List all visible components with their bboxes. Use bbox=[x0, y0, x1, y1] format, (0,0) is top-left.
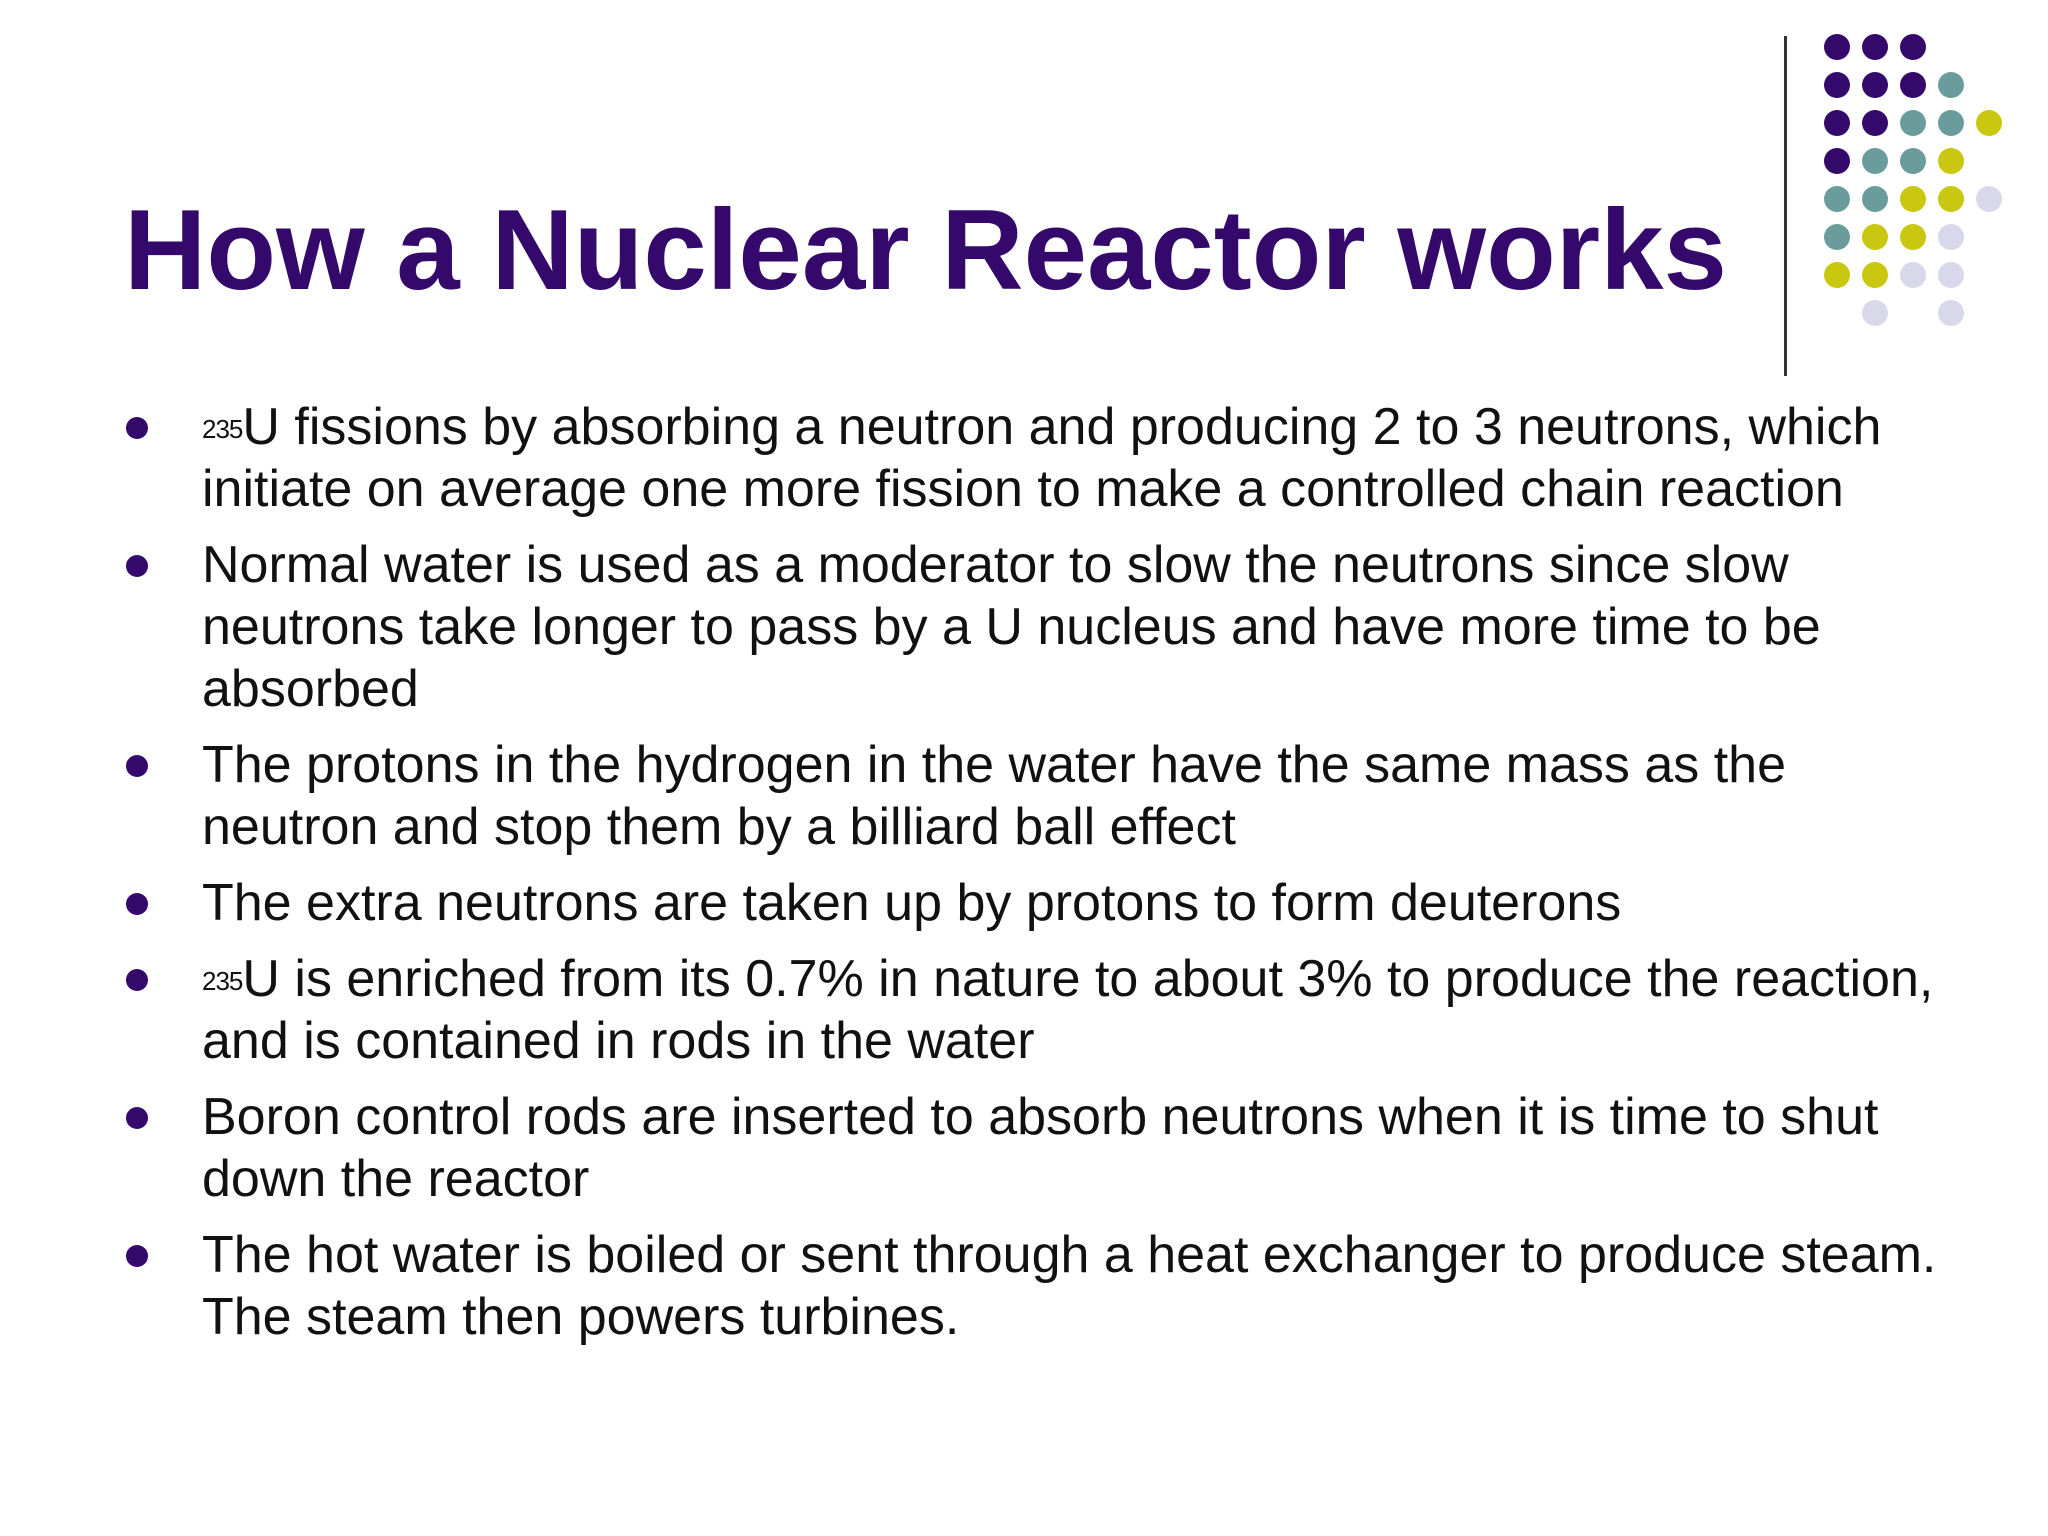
decor-dot bbox=[1824, 262, 1850, 288]
decor-dot bbox=[1824, 34, 1850, 60]
bullet-item bbox=[120, 734, 1940, 858]
decor-dot bbox=[1824, 110, 1850, 136]
bullet-item bbox=[120, 872, 1940, 934]
decor-dot bbox=[1862, 34, 1888, 60]
decor-dot bbox=[1938, 186, 1964, 212]
decor-dot bbox=[1938, 72, 1964, 98]
bullet-item bbox=[120, 948, 1940, 1072]
bullet-dot-icon bbox=[126, 755, 148, 777]
decor-dot bbox=[1900, 34, 1926, 60]
bullet-text: The hot water is boiled or sent through a heat exchanger to produce steam. The steam then powers turbines. bbox=[202, 1226, 1937, 1346]
bullet-dot-icon bbox=[126, 1107, 148, 1129]
decor-dot bbox=[1938, 110, 1964, 136]
bullet-text: Boron control rods are inserted to absorb neutrons when it is time to shut down the reactor bbox=[202, 1088, 1879, 1208]
decorative-dot-grid bbox=[0, 0, 2048, 400]
decor-dot bbox=[1976, 186, 2002, 212]
bullet-list bbox=[120, 396, 1940, 1362]
decor-dot bbox=[1824, 224, 1850, 250]
decor-dot bbox=[1900, 262, 1926, 288]
decor-dot bbox=[1824, 186, 1850, 212]
decor-dot bbox=[1900, 224, 1926, 250]
decor-dot bbox=[1862, 224, 1888, 250]
decor-dot bbox=[1862, 148, 1888, 174]
decor-dot bbox=[1900, 148, 1926, 174]
isotope-superscript: 235 bbox=[202, 966, 243, 996]
bullet-dot-icon bbox=[126, 555, 148, 577]
decor-dot bbox=[1824, 148, 1850, 174]
bullet-text: The extra neutrons are taken up by protons to form deuterons bbox=[202, 874, 1622, 932]
decor-dot bbox=[1824, 72, 1850, 98]
bullet-dot-icon bbox=[126, 1245, 148, 1267]
bullet-text: U is enriched from its 0.7% in nature to about 3% to produce the reaction, and is contained in rods in the water bbox=[202, 950, 1934, 1070]
bullet-text: U fissions by absorbing a neutron and producing 2 to 3 neutrons, which initiate on average one more fission to make a controlled chain reaction bbox=[202, 398, 1882, 518]
bullet-item bbox=[120, 534, 1940, 720]
decor-dot bbox=[1862, 186, 1888, 212]
bullet-item bbox=[120, 396, 1940, 520]
bullet-text: The protons in the hydrogen in the water have the same mass as the neutron and stop them by a billiard ball effect bbox=[202, 736, 1787, 856]
decor-dot bbox=[1862, 262, 1888, 288]
slide-title: How a Nuclear Reactor works bbox=[124, 187, 1727, 314]
decor-dot bbox=[1862, 300, 1888, 326]
decor-dot bbox=[1900, 110, 1926, 136]
bullet-dot-icon bbox=[126, 893, 148, 915]
decor-dot bbox=[1938, 262, 1964, 288]
decor-dot bbox=[1900, 186, 1926, 212]
decor-dot bbox=[1862, 72, 1888, 98]
decor-dot bbox=[1976, 110, 2002, 136]
bullet-dot-icon bbox=[126, 417, 148, 439]
bullet-item bbox=[120, 1086, 1940, 1210]
bullet-dot-icon bbox=[126, 969, 148, 991]
isotope-superscript: 235 bbox=[202, 414, 243, 444]
decor-dot bbox=[1862, 110, 1888, 136]
decor-dot bbox=[1938, 148, 1964, 174]
decor-dot bbox=[1938, 300, 1964, 326]
bullet-item bbox=[120, 1224, 1940, 1348]
decor-dot bbox=[1938, 224, 1964, 250]
bullet-text: Normal water is used as a moderator to slow the neutrons since slow neutrons take longer to pass by a U nucleus and have more time to be absorbed bbox=[202, 536, 1821, 718]
decor-dot bbox=[1900, 72, 1926, 98]
